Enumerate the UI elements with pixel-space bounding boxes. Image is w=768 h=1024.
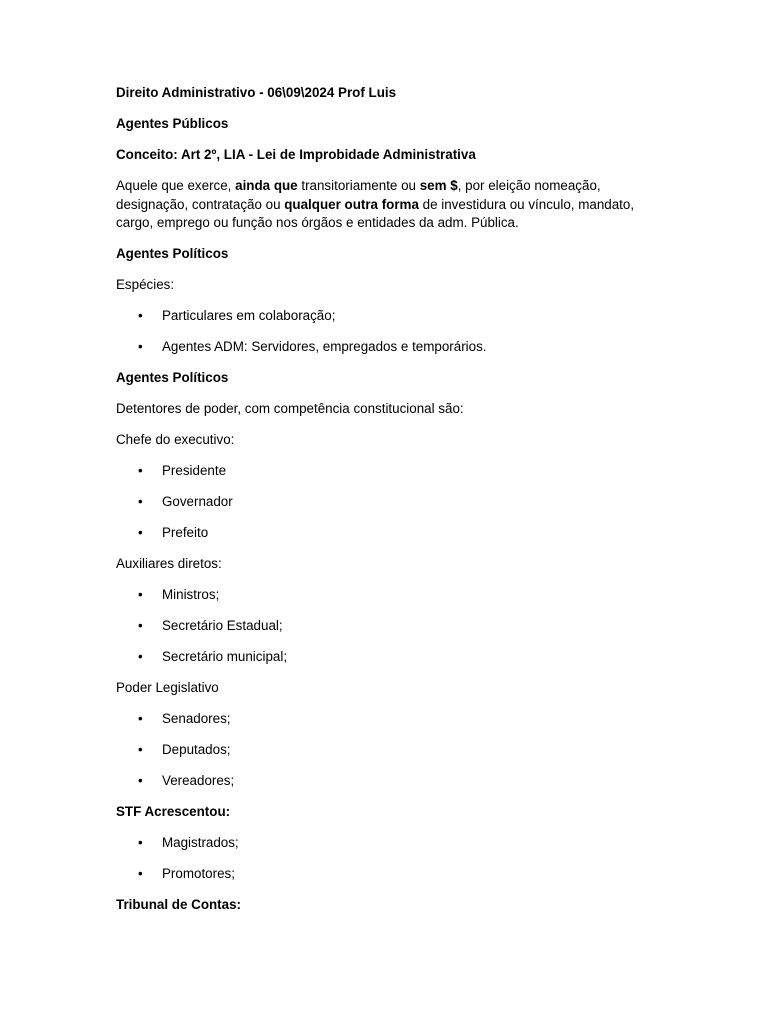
definition-text: transitoriamente ou xyxy=(297,177,420,193)
heading-conceito: Conceito: Art 2º, LIA - Lei de Improbidade Administrativa xyxy=(116,146,476,162)
bullet-icon: • xyxy=(138,648,143,664)
legislativo-label: Poder Legislativo xyxy=(116,679,219,695)
list-item xyxy=(116,741,636,760)
list-item-text: Prefeito xyxy=(162,524,209,540)
bullet-icon: • xyxy=(138,586,143,602)
heading-agentes-politicos-2: Agentes Políticos xyxy=(116,370,229,386)
definition-text: Aquele que exerce, xyxy=(116,177,236,193)
list-item-text: Magistrados; xyxy=(162,834,239,850)
chefe-list xyxy=(116,462,636,543)
list-item xyxy=(116,648,636,667)
heading-agentes-politicos: Agentes Políticos xyxy=(116,246,229,262)
list-item-text: Agentes ADM: Servidores, empregados e temporários. xyxy=(162,339,487,355)
list-item xyxy=(116,617,636,636)
bullet-icon: • xyxy=(138,710,143,726)
list-item xyxy=(116,710,636,729)
chefe-label: Chefe do executivo: xyxy=(116,432,235,448)
list-item-text: Secretário municipal; xyxy=(162,648,288,664)
definition-emphasis: qualquer outra forma xyxy=(284,196,419,212)
tribunal-label: Tribunal de Contas: xyxy=(116,896,241,912)
stf-list xyxy=(116,834,636,884)
list-item-text: Deputados; xyxy=(162,741,231,757)
list-item-text: Particulares em colaboração; xyxy=(162,308,336,324)
definition-text: , por eleição nomeação, designação, contratação ou xyxy=(116,177,601,212)
bullet-icon: • xyxy=(138,865,143,881)
legislativo-list xyxy=(116,710,636,791)
bullet-icon: • xyxy=(138,308,143,324)
bullet-icon: • xyxy=(138,524,143,540)
bullet-icon: • xyxy=(138,463,143,479)
list-item xyxy=(116,307,636,326)
detentores-paragraph: Detentores de poder, com competência constitucional são: xyxy=(116,401,464,417)
heading-agentes-publicos: Agentes Públicos xyxy=(116,115,229,131)
list-item-text: Senadores; xyxy=(162,710,231,726)
list-item-text: Secretário Estadual; xyxy=(162,617,283,633)
list-item-text: Ministros; xyxy=(162,586,220,602)
especies-label: Espécies: xyxy=(116,277,175,293)
document-title: Direito Administrativo - 06\09\2024 Prof Luis xyxy=(116,85,397,100)
list-item xyxy=(116,772,636,791)
bullet-icon: • xyxy=(138,494,143,509)
list-item-text: Governador xyxy=(162,494,233,509)
list-item-text: Presidente xyxy=(162,463,227,479)
list-item xyxy=(116,834,636,853)
auxiliares-label: Auxiliares diretos: xyxy=(116,555,222,571)
list-item-text: Vereadores; xyxy=(162,772,235,788)
list-item-text: Promotores; xyxy=(162,865,235,881)
bullet-icon: • xyxy=(138,741,143,757)
list-item xyxy=(116,338,636,357)
list-item xyxy=(116,493,636,512)
list-item xyxy=(116,586,636,605)
bullet-icon: • xyxy=(138,834,143,850)
list-item xyxy=(116,865,636,884)
bullet-icon: • xyxy=(138,772,143,788)
definition-emphasis: ainda que xyxy=(235,177,298,193)
definition-paragraph xyxy=(116,177,636,233)
auxiliares-list xyxy=(116,586,636,667)
bullet-icon: • xyxy=(138,339,143,355)
especies-list xyxy=(116,307,636,357)
document-page xyxy=(116,84,636,927)
definition-text: de investidura ou vínculo, mandato, cargo, emprego ou função nos órgãos e entidades da adm. Pública. xyxy=(116,196,635,231)
list-item xyxy=(116,462,636,481)
bullet-icon: • xyxy=(138,617,143,633)
list-item xyxy=(116,524,636,543)
definition-emphasis: sem $ xyxy=(419,177,458,193)
stf-label: STF Acrescentou: xyxy=(116,803,231,819)
